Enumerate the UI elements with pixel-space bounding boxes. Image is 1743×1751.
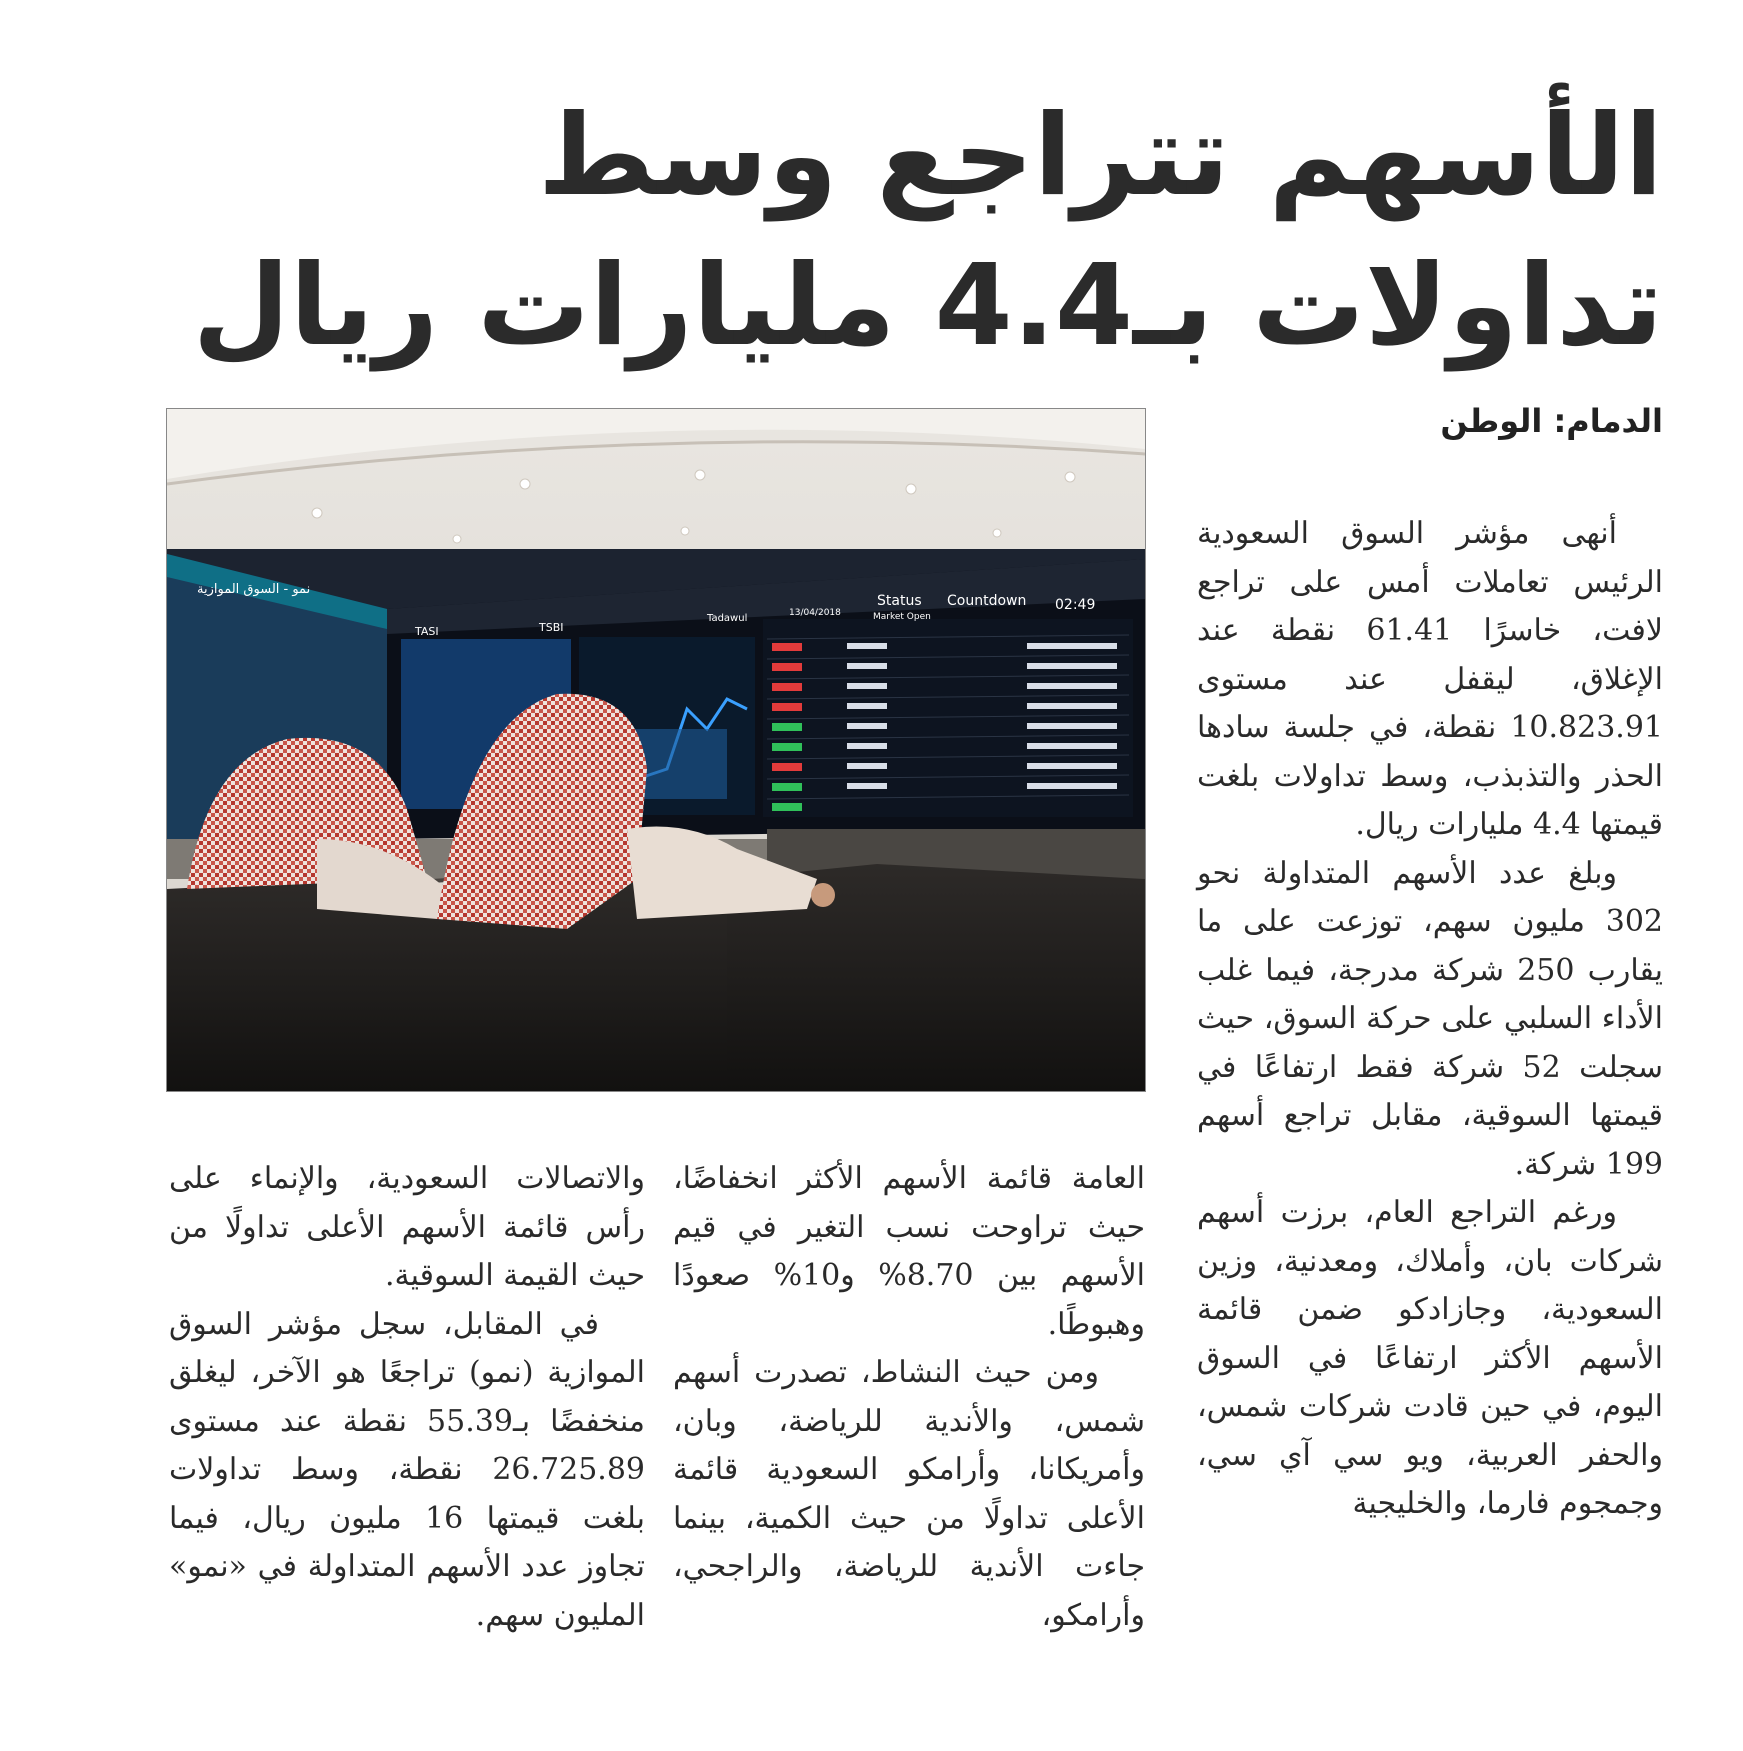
screen-tadawul: Tadawul: [707, 613, 748, 624]
paragraph: أنهى مؤشر السوق السعودية الرئيس تعاملات أمس على تراجع لافت، خاسرًا 61.41 نقطة عند الإغلاق، ليقفل عند مستوى 10.823.91 نقطة، في جلسة سادها الحذر والتذبذب، وسط تداولات بلغت قيمتها 4.4 مليارات ريال.: [1197, 516, 1663, 842]
screen-tsbi: TSBI: [539, 621, 564, 634]
article-column-middle: [673, 1155, 1145, 1640]
paragraph: والاتصالات السعودية، والإنماء على رأس قائمة الأسهم الأعلى تداولًا من حيث القيمة السوقية.: [169, 1161, 645, 1293]
paragraph: في المقابل، سجل مؤشر السوق الموازية (نمو) تراجعًا هو الآخر، ليغلق منخفضًا بـ55.39 نقطة عند مستوى 26.725.89 نقطة، وسط تداولات بلغت قيمتها 16 مليون ريال، فيما تجاوز عدد الأسهم المتداولة في «نمو» المليون سهم.: [169, 1306, 646, 1633]
screen-date: 13/04/2018: [789, 608, 841, 618]
screen-status: Status: [877, 593, 922, 609]
byline: الدمام: الوطن: [1440, 402, 1663, 440]
article-column-left: [169, 1155, 645, 1640]
article-column-right: [1197, 510, 1663, 1529]
paragraph: وبلغ عدد الأسهم المتداولة نحو 302 مليون سهم، توزعت على ما يقارب 250 شركة مدرجة، فيما غلب الأداء السلبي على حركة السوق، حيث سجلت 52 شركة فقط ارتفاعًا في قيمتها السوقية، مقابل تراجع أسهم 199 شركة.: [1197, 855, 1663, 1182]
screen-timer: 02:49: [1055, 597, 1096, 613]
trading-hall-photo: [166, 408, 1146, 1092]
paragraph: العامة قائمة الأسهم الأكثر انخفاضًا، حيث تراوحت نسب التغير في قيم الأسهم بين 8.70% و10% صعودًا وهبوطًا.: [673, 1161, 1146, 1342]
headline-line-1: الأسهم تتراجع وسط: [537, 91, 1663, 221]
paragraph: ومن حيث النشاط، تصدرت أسهم شمس، والأندية للرياضة، وبان، وأمريكانا، وأرامكو السعودية قائمة الأعلى تداولًا من حيث الكمية، بينما جاءت الأندية للرياضة، والراجحي، وأرامكو،: [673, 1355, 1145, 1633]
screen-nomu-banner: نمو - السوق الموازية: [197, 582, 311, 597]
headline-line-2: تداولات بـ4.4 مليارات ريال: [192, 241, 1663, 371]
screen-market-open: Market Open: [873, 612, 931, 622]
screen-tasi: TASI: [415, 625, 439, 638]
screen-countdown: Countdown: [947, 593, 1027, 609]
paragraph: ورغم التراجع العام، برزت أسهم شركات بان، وأملاك، ومعدنية، وزين السعودية، وجازادكو ضمن قائمة الأسهم الأكثر ارتفاعًا في السوق اليوم، في حين قادت شركات شمس، والحفر العربية، ويو سي آي سي، وجمجوم فارما، والخليجية: [1197, 1195, 1663, 1521]
